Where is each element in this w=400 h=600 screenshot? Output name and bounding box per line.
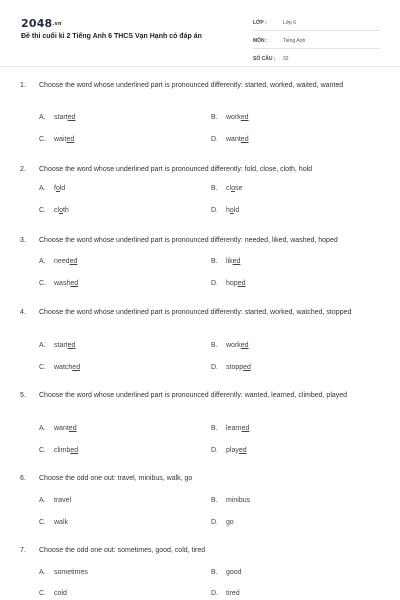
question-item: [20, 234, 380, 247]
option-text: [226, 258, 240, 265]
question-number: 4.: [20, 309, 26, 316]
option-word-part: f: [54, 185, 56, 192]
option-letter: B.: [211, 569, 218, 576]
option-word-part: climb: [54, 447, 71, 454]
option-word-part: start: [54, 342, 68, 349]
answer-option[interactable]: [39, 364, 80, 371]
option-word-part: wash: [54, 280, 71, 287]
answer-option[interactable]: [39, 258, 77, 265]
option-underlined-part: ed: [66, 136, 75, 143]
meta-label: MÔN :: [253, 38, 268, 44]
answer-option[interactable]: [39, 342, 75, 349]
option-letter: C.: [39, 447, 46, 454]
option-letter: A.: [39, 258, 46, 265]
question-stem: [20, 306, 380, 319]
question-text: Choose the word whose underlined part is pronounced differently: started, worked, watched, stopped: [39, 309, 352, 316]
option-underlined-part: ed: [72, 364, 81, 371]
option-underlined-part: ed: [70, 447, 79, 454]
option-underlined-part: ed: [70, 280, 79, 287]
option-underlined-part: ed: [240, 342, 249, 349]
answer-option[interactable]: [211, 364, 251, 371]
meta-row-subject: [253, 34, 380, 49]
page-title: Đề thi cuối kì 2 Tiếng Anh 6 THCS Vạn Hạnh có đáp án: [21, 33, 202, 40]
question-text: Choose the odd one out: travel, minibus, walk, go: [39, 475, 193, 482]
question-number: 3.: [20, 237, 26, 244]
option-word-part: work: [226, 114, 241, 121]
option-letter: A.: [39, 497, 46, 504]
answer-option[interactable]: [211, 258, 240, 265]
option-text: [54, 258, 77, 265]
option-letter: D.: [211, 519, 218, 526]
option-letter: B.: [211, 114, 218, 121]
option-letter: C.: [39, 207, 46, 214]
option-word-part: work: [226, 342, 241, 349]
meta-row-count: [253, 52, 380, 67]
option-letter: B.: [211, 497, 218, 504]
option-text: [54, 425, 77, 432]
option-word-part: watch: [54, 364, 73, 371]
option-underlined-part: ed: [67, 342, 76, 349]
option-text: [54, 136, 74, 143]
question-stem: [20, 472, 380, 485]
option-underlined-part: o: [59, 207, 63, 214]
option-word-part: ld: [59, 185, 66, 192]
question-number: 5.: [20, 392, 26, 399]
answer-option[interactable]: [211, 497, 250, 504]
meta-row-class: [253, 16, 380, 31]
option-word-part: want: [226, 136, 241, 143]
question-number: 7.: [20, 547, 26, 554]
option-letter: B.: [211, 185, 218, 192]
option-text: [226, 136, 249, 143]
option-underlined-part: ed: [240, 114, 249, 121]
option-letter: A.: [39, 114, 46, 121]
option-letter: D.: [211, 280, 218, 287]
option-letter: C.: [39, 280, 46, 287]
option-word-part: travel: [54, 497, 72, 504]
option-letter: B.: [211, 342, 218, 349]
site-logo[interactable]: [21, 17, 62, 30]
option-word-part: start: [54, 114, 68, 121]
option-text: [54, 185, 65, 192]
question-stem: [20, 234, 380, 247]
question-text: Choose the word whose underlined part is pronounced differently: started, worked, waited, wanted: [39, 82, 344, 89]
answer-option[interactable]: [39, 280, 78, 287]
option-letter: D.: [211, 447, 218, 454]
option-word-part: go: [226, 519, 234, 526]
option-text: [226, 364, 251, 371]
option-word-part: cold: [54, 590, 67, 597]
question-number: 1.: [20, 82, 26, 89]
question-stem: [20, 544, 380, 557]
answer-option[interactable]: [211, 569, 242, 576]
option-letter: D.: [211, 590, 218, 597]
answer-option[interactable]: [211, 207, 239, 214]
page-header: [0, 0, 400, 66]
question-item: [20, 389, 380, 402]
meta-label: LỚP :: [253, 20, 267, 26]
question-number: 2.: [20, 166, 26, 173]
option-text: [54, 590, 67, 597]
option-letter: B.: [211, 425, 218, 432]
option-underlined-part: ed: [240, 136, 249, 143]
question-text: Choose the word whose underlined part is pronounced differently: needed, liked, washed, hoped: [39, 237, 338, 244]
meta-value: Lớp 6: [283, 20, 297, 26]
question-item: [20, 79, 380, 92]
option-word-part: need: [54, 258, 70, 265]
answer-option[interactable]: [211, 425, 249, 432]
option-text: [226, 280, 245, 287]
option-text: [226, 497, 250, 504]
answer-option[interactable]: [211, 447, 247, 454]
exam-meta: [253, 16, 380, 70]
option-underlined-part: o: [231, 185, 235, 192]
answer-option[interactable]: [211, 114, 249, 121]
answer-option[interactable]: [39, 425, 77, 432]
option-text: [226, 425, 249, 432]
question-item: [20, 163, 380, 176]
option-letter: B.: [211, 258, 218, 265]
option-text: [54, 207, 69, 214]
option-word-part: good: [226, 569, 242, 576]
option-text: [54, 114, 75, 121]
option-text: [226, 342, 249, 349]
answer-option[interactable]: [39, 497, 71, 504]
option-text: [226, 114, 249, 121]
option-text: [226, 185, 242, 192]
question-text: Choose the word whose underlined part is pronounced differently: wanted, learned, climbed, played: [39, 392, 348, 399]
option-text: [54, 342, 75, 349]
option-underlined-part: ed: [237, 280, 246, 287]
option-word-part: th: [62, 207, 69, 214]
answer-option[interactable]: [39, 185, 65, 192]
option-underlined-part: o: [55, 185, 60, 192]
answer-option[interactable]: [211, 280, 245, 287]
option-letter: C.: [39, 590, 46, 597]
option-text: [226, 569, 242, 576]
option-underlined-part: ed: [232, 258, 241, 265]
logo-suffix: .vn: [52, 21, 62, 27]
meta-value: Tiếng Anh: [283, 38, 306, 44]
question-stem: [20, 79, 380, 92]
option-word-part: ld: [233, 207, 240, 214]
option-letter: A.: [39, 342, 46, 349]
answer-option[interactable]: [211, 342, 249, 349]
option-letter: C.: [39, 364, 46, 371]
option-letter: A.: [39, 569, 46, 576]
option-text: [226, 519, 234, 526]
question-stem: [20, 163, 380, 176]
option-text: [54, 364, 80, 371]
answer-option[interactable]: [211, 185, 242, 192]
header-divider: [0, 66, 400, 67]
option-letter: D.: [211, 364, 218, 371]
answer-option[interactable]: [39, 207, 69, 214]
option-word-part: tired: [226, 590, 240, 597]
meta-value: 32: [283, 56, 289, 62]
question-text: Choose the odd one out: sometimes, good, cold, tired: [39, 547, 206, 554]
option-word-part: want: [54, 425, 69, 432]
option-underlined-part: ed: [238, 447, 247, 454]
option-word-part: h: [226, 207, 230, 214]
option-letter: A.: [39, 425, 46, 432]
question-item: [20, 472, 380, 485]
option-word-part: learn: [226, 425, 242, 432]
option-underlined-part: ed: [243, 364, 251, 371]
answer-option[interactable]: [39, 590, 67, 597]
answer-option[interactable]: [39, 569, 88, 576]
option-text: [226, 447, 247, 454]
option-letter: C.: [39, 136, 46, 143]
question-item: [20, 306, 380, 319]
answer-option[interactable]: [39, 519, 68, 526]
option-underlined-part: o: [229, 207, 234, 214]
option-underlined-part: ed: [67, 114, 76, 121]
option-word-part: stopp: [226, 364, 244, 371]
option-text: [54, 569, 88, 576]
answer-option[interactable]: [211, 136, 249, 143]
option-word-part: sometimes: [54, 569, 88, 576]
option-word-part: se: [234, 185, 243, 192]
answer-option[interactable]: [211, 590, 240, 597]
option-word-part: walk: [54, 519, 69, 526]
meta-label: SỐ CÂU :: [253, 56, 276, 62]
option-text: [54, 519, 68, 526]
option-text: [54, 447, 78, 454]
question-item: [20, 544, 380, 557]
option-letter: D.: [211, 207, 218, 214]
question-number: 6.: [20, 475, 26, 482]
option-letter: A.: [39, 185, 46, 192]
logo-text: 2048: [21, 17, 53, 30]
option-text: [226, 590, 240, 597]
answer-option[interactable]: [39, 136, 74, 143]
option-text: [54, 280, 78, 287]
option-letter: D.: [211, 136, 218, 143]
option-text: [54, 497, 71, 504]
option-text: [226, 207, 239, 214]
option-underlined-part: ed: [241, 425, 250, 432]
option-word-part: lik: [226, 258, 233, 265]
option-underlined-part: ed: [68, 425, 77, 432]
question-text: Choose the word whose underlined part is pronounced differently: fold, close, cloth, hold: [39, 166, 313, 173]
answer-option[interactable]: [39, 114, 75, 121]
option-underlined-part: ed: [69, 258, 78, 265]
option-word-part: cl: [54, 207, 60, 214]
answer-option[interactable]: [211, 519, 234, 526]
option-word-part: wait: [54, 136, 67, 143]
answer-option[interactable]: [39, 447, 78, 454]
option-letter: C.: [39, 519, 46, 526]
question-stem: [20, 389, 380, 402]
option-word-part: minibus: [226, 497, 251, 504]
option-word-part: play: [226, 447, 239, 454]
option-word-part: hop: [226, 280, 238, 287]
option-word-part: cl: [226, 185, 232, 192]
